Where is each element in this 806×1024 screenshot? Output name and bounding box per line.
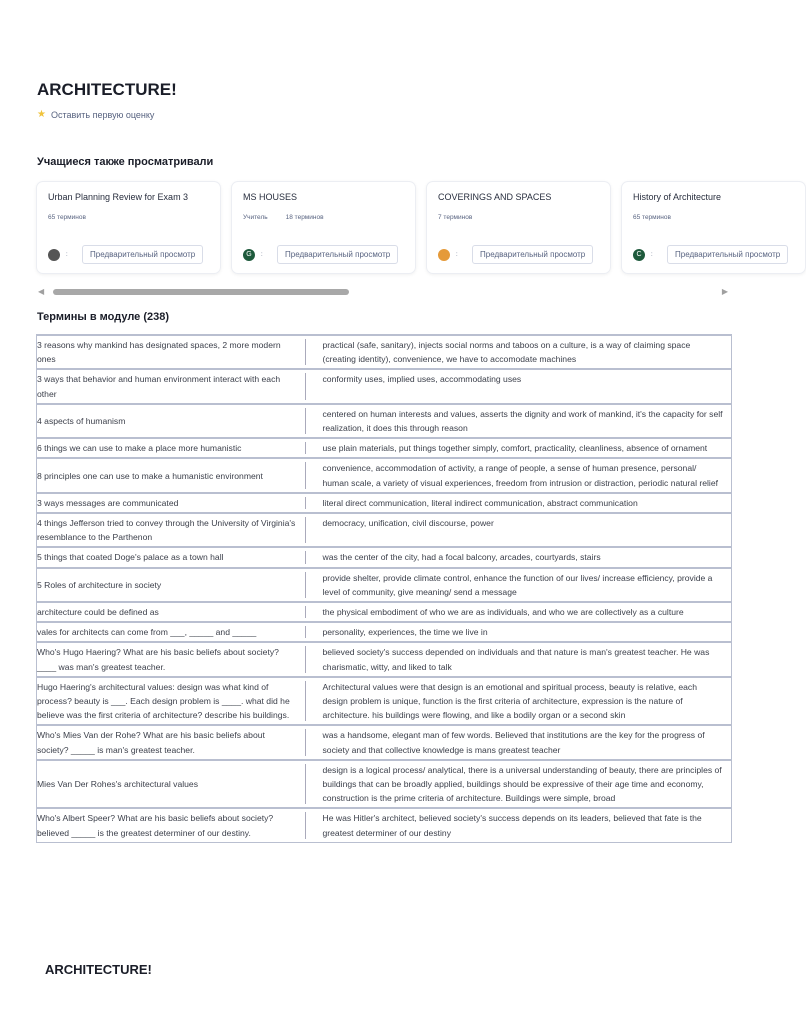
- term-row: [37, 369, 732, 403]
- term-text: 8 principles one can use to make a humanistic environment: [37, 458, 305, 492]
- column-divider: [305, 335, 306, 369]
- term-text: 5 things that coated Doge's palace as a town hall: [37, 547, 305, 567]
- preview-button[interactable]: Предварительный просмотр: [667, 245, 788, 264]
- avatar: G: [243, 249, 255, 261]
- definition-text: He was Hitler's architect, believed society's success depends on its leaders, believed that fate is the greatest determiner of our destiny: [306, 808, 732, 842]
- column-divider: [305, 677, 306, 726]
- study-set-card[interactable]: [36, 181, 221, 274]
- term-row: [37, 725, 732, 759]
- terms-heading: Термины в модуле (238): [37, 311, 170, 323]
- study-set-card[interactable]: [231, 181, 416, 274]
- avatar: C: [633, 249, 645, 261]
- term-text: 5 Roles of architecture in society: [37, 568, 305, 602]
- card-title[interactable]: Urban Planning Review for Exam 3: [48, 192, 189, 202]
- term-text: Hugo Haering's architectural values: design was what kind of process? beauty is ___. Each design problem is ____. what did he believe was the first criteria of architecture? describe his buildings.: [37, 677, 305, 726]
- card-title[interactable]: MS HOUSES: [243, 192, 298, 202]
- definition-text: Architectural values were that design is an emotional and spiritual process, beauty is relative, each design problem is unique, function is the first criteria of architecture, expression is the nature of architecture. his buildings were flowing, and like a bodily organ or a second skin: [306, 677, 732, 726]
- term-text: Who's Albert Speer? What are his basic beliefs about society? believed _____ is the greatest determiner of our destiny.: [37, 808, 305, 842]
- column-divider: [305, 725, 306, 759]
- author-name-truncated: :: [261, 251, 263, 258]
- column-divider: [305, 622, 306, 642]
- card-meta: 65 терминов: [633, 214, 671, 221]
- scrollbar-thumb[interactable]: [53, 289, 349, 295]
- term-text: 3 ways messages are communicated: [37, 493, 305, 513]
- term-text: 3 reasons why mankind has designated spaces, 2 more modern ones: [37, 335, 305, 369]
- study-set-card[interactable]: [621, 181, 806, 274]
- column-divider: [305, 513, 306, 547]
- column-divider: [305, 568, 306, 602]
- term-row: [37, 547, 732, 567]
- definition-text: the physical embodiment of who we are as individuals, and who we are collectively as a culture: [306, 602, 732, 622]
- column-divider: [305, 438, 306, 458]
- rate-label: Оставить первую оценку: [50, 109, 155, 120]
- column-divider: [305, 369, 306, 403]
- avatar: [438, 249, 450, 261]
- also-viewed-carousel: [48, 178, 781, 278]
- term-row: [37, 493, 732, 513]
- term-text: architecture could be defined as: [37, 602, 305, 622]
- preview-button[interactable]: Предварительный просмотр: [472, 245, 593, 264]
- column-divider: [305, 760, 306, 809]
- also-viewed-heading: Учащиеся также просматривали: [37, 156, 214, 168]
- study-set-card[interactable]: [426, 181, 611, 274]
- avatar: [48, 249, 60, 261]
- preview-button[interactable]: Предварительный просмотр: [82, 245, 203, 264]
- term-row: [37, 622, 732, 642]
- column-divider: [305, 458, 306, 492]
- definition-text: design is a logical process/ analytical, there is a universal understanding of beauty, there are principles of buildings that can be broadly applied, buildings should be expressive of their age time and economy, construction is the prime criteria of architecture. Buildings were simple, broad: [306, 760, 732, 809]
- definition-text: provide shelter, provide climate control, enhance the function of our lives/ increase efficiency, provide a level of community, give meaning/ send a message: [306, 568, 732, 602]
- definition-text: conformity uses, implied uses, accommodating uses: [306, 369, 732, 403]
- card-meta: 65 терминов: [48, 214, 86, 221]
- term-row: [37, 404, 732, 438]
- term-row: [37, 677, 732, 726]
- term-row: [37, 602, 732, 622]
- card-meta: 18 терминов: [285, 214, 324, 221]
- definition-text: centered on human interests and values, asserts the dignity and work of mankind, it's the capacity for self realization, it does this through reason: [306, 404, 732, 438]
- definition-text: was the center of the city, had a focal balcony, arcades, courtyards, stairs: [306, 547, 732, 567]
- author-name-truncated: :: [651, 251, 653, 258]
- definition-text: literal direct communication, literal indirect communication, abstract communication: [306, 493, 732, 513]
- definition-text: democracy, unification, civil discourse, power: [306, 513, 732, 547]
- column-divider: [305, 808, 306, 842]
- term-text: Mies Van Der Rohes's architectural values: [37, 760, 305, 809]
- term-row: [37, 568, 732, 602]
- footer-title: ARCHITECTURE!: [45, 962, 152, 977]
- column-divider: [305, 547, 306, 567]
- term-text: 6 things we can use to make a place more humanistic: [37, 438, 305, 458]
- card-title[interactable]: History of Architecture: [633, 192, 722, 202]
- term-text: 4 aspects of humanism: [37, 404, 305, 438]
- preview-button[interactable]: Предварительный просмотр: [277, 245, 398, 264]
- term-row: [37, 438, 732, 458]
- scroll-left-icon[interactable]: ◀: [38, 287, 45, 296]
- definition-text: was a handsome, elegant man of few words. Believed that institutions are the key for the progress of society and that collective knowledge is mans greatest teacher: [306, 725, 732, 759]
- definition-text: believed society's success depended on individuals and that nature is man's greatest teacher. He was charismatic, witty, and liked to talk: [306, 642, 732, 676]
- term-row: [37, 513, 732, 547]
- term-row: [37, 808, 732, 842]
- terms-table: [36, 334, 732, 843]
- definition-text: convenience, accommodation of activity, a range of people, a sense of human presence, personal/ human scale, a variety of visual experiences, freedom from intrusion or distraction, periodic natural relief: [306, 458, 732, 492]
- author-name-truncated: :: [456, 251, 458, 258]
- term-text: 3 ways that behavior and human environment interact with each other: [37, 369, 305, 403]
- term-text: Who's Mies Van der Rohe? What are his basic beliefs about society? _____ is man's greatest teacher.: [37, 725, 305, 759]
- column-divider: [305, 642, 306, 676]
- card-meta: Учитель: [243, 214, 268, 221]
- page-title: ARCHITECTURE!: [37, 80, 177, 99]
- term-text: 4 things Jefferson tried to convey through the University of Virginia's resemblance to the Parthenon: [37, 513, 305, 547]
- scroll-right-icon[interactable]: ▶: [721, 287, 728, 296]
- term-row: [37, 458, 732, 492]
- carousel-scrollbar[interactable]: [38, 287, 728, 297]
- column-divider: [305, 404, 306, 438]
- definition-text: use plain materials, put things together simply, comfort, practicality, cleanliness, absence of ornament: [306, 438, 732, 458]
- definition-text: practical (safe, sanitary), injects social norms and taboos on a culture, is a way of claiming space (creating identity), convenience, we have to accomodate machines: [306, 335, 732, 369]
- rate-button[interactable]: [37, 109, 154, 120]
- author-name-truncated: :: [66, 251, 68, 258]
- definition-text: personality, experiences, the time we live in: [306, 622, 732, 642]
- term-row: [37, 760, 732, 809]
- term-row: [37, 335, 732, 369]
- column-divider: [305, 602, 306, 622]
- column-divider: [305, 493, 306, 513]
- star-icon: ★: [37, 109, 46, 120]
- term-text: vales for architects can come from ___, _____ and _____: [37, 622, 305, 642]
- card-title[interactable]: COVERINGS AND SPACES: [438, 192, 552, 202]
- term-text: Who's Hugo Haering? What are his basic beliefs about society? ____ was man's greatest teacher.: [37, 642, 305, 676]
- card-meta: 7 терминов: [438, 214, 473, 221]
- term-row: [37, 642, 732, 676]
